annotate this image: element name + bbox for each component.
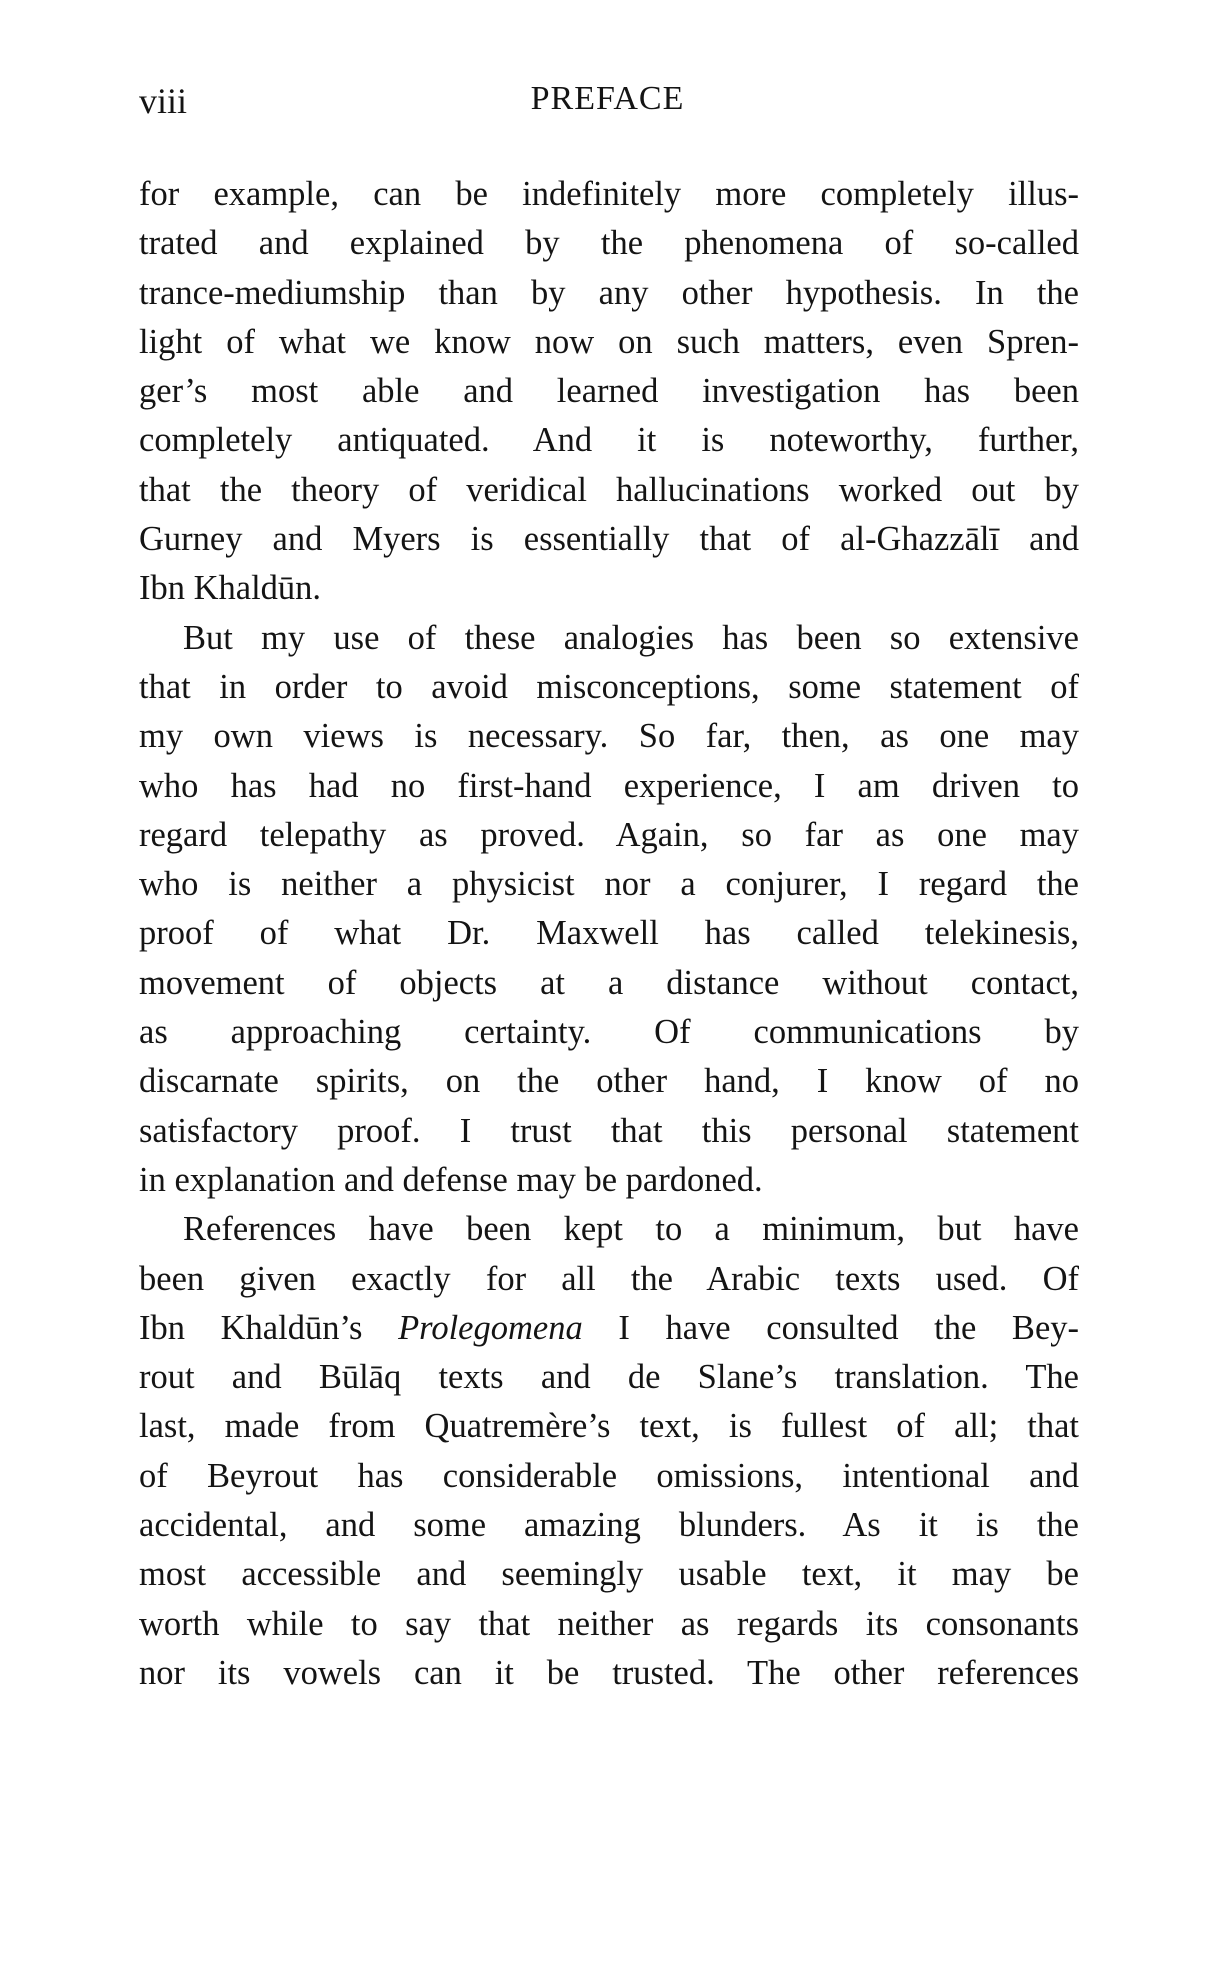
text-line	[139, 367, 1079, 416]
text-line	[139, 1452, 1079, 1501]
text-segment: trance-mediumship than by any other hypothesis. In the	[139, 273, 1079, 312]
text-line	[139, 1649, 1079, 1698]
text-segment: I have consulted the Bey-	[582, 1308, 1079, 1347]
text-line	[139, 170, 1079, 219]
text-segment: last, made from Quatremère’s text, is fullest of all; that	[139, 1407, 1079, 1446]
running-title-text: PREFACE	[530, 80, 685, 117]
text-segment: discarnate spirits, on the other hand, I know of no	[139, 1062, 1079, 1101]
text-segment: accidental, and some amazing blunders. As it is the	[139, 1506, 1079, 1545]
text-segment: who has had no first-hand experience, I am driven to	[139, 766, 1079, 805]
text-line	[139, 1156, 1079, 1205]
text-line	[139, 1304, 1079, 1353]
text-segment: proof of what Dr. Maxwell has called telekinesis,	[139, 914, 1079, 953]
text-segment: of Beyrout has considerable omissions, intentional and	[139, 1456, 1079, 1495]
text-line	[139, 762, 1079, 811]
text-segment: satisfactory proof. I trust that this personal statement	[139, 1111, 1079, 1150]
text-segment: regard telepathy as proved. Again, so far as one may	[139, 815, 1079, 854]
text-line	[139, 909, 1079, 958]
page-number: viii	[139, 81, 188, 121]
text-line	[139, 712, 1079, 761]
text-segment: rout and Būlāq texts and de Slane’s translation. The	[139, 1358, 1079, 1397]
text-segment: that the theory of veridical hallucinations worked out by	[139, 470, 1079, 509]
text-segment: light of what we know now on such matters, even Spren-	[139, 322, 1079, 361]
text-segment: nor its vowels can it be trusted. The other references	[139, 1653, 1079, 1692]
text-line	[139, 416, 1079, 465]
text-line	[139, 564, 1079, 613]
text-segment: movement of objects at a distance without contact,	[139, 963, 1079, 1002]
text-line	[139, 811, 1079, 860]
text-line	[139, 959, 1079, 1008]
text-segment: my own views is necessary. So far, then, as one may	[139, 717, 1079, 756]
text-line	[139, 1205, 1079, 1254]
running-title	[0, 80, 1211, 118]
text-segment: been given exactly for all the Arabic texts used. Of	[139, 1259, 1079, 1298]
text-line	[139, 1353, 1079, 1402]
text-segment: for example, can be indefinitely more completely illus-	[139, 175, 1079, 213]
text-line	[139, 1402, 1079, 1451]
text-line	[139, 1008, 1079, 1057]
italic-title: Prolegomena	[398, 1308, 583, 1347]
text-line	[139, 515, 1079, 564]
text-segment: worth while to say that neither as regards its consonants	[139, 1604, 1079, 1643]
text-line	[139, 614, 1079, 663]
text-segment: who is neither a physicist nor a conjurer, I regard the	[139, 865, 1079, 904]
text-segment: References have been kept to a minimum, but have	[183, 1210, 1079, 1249]
text-line	[139, 466, 1079, 515]
text-line	[139, 860, 1079, 909]
text-segment: Ibn Khaldūn’s	[139, 1308, 399, 1347]
text-segment: Gurney and Myers is essentially that of al-Ghazzālī and	[139, 520, 1079, 559]
text-line	[139, 1107, 1079, 1156]
text-segment: Ibn Khaldūn.	[139, 569, 322, 608]
text-line	[139, 219, 1079, 268]
text-line	[139, 1057, 1079, 1106]
text-line	[139, 1501, 1079, 1550]
text-segment: as approaching certainty. Of communications by	[139, 1013, 1079, 1052]
text-segment: that in order to avoid misconceptions, some statement of	[139, 667, 1079, 706]
text-line	[139, 1255, 1079, 1304]
text-segment: completely antiquated. And it is noteworthy, further,	[139, 421, 1079, 460]
text-line	[139, 318, 1079, 367]
text-segment: ger’s most able and learned investigation has been	[139, 372, 1079, 411]
text-line	[139, 269, 1079, 318]
text-segment: most accessible and seemingly usable text, it may be	[139, 1555, 1079, 1594]
text-line	[139, 663, 1079, 712]
text-segment: trated and explained by the phenomena of so-called	[139, 224, 1079, 263]
text-line	[139, 1600, 1079, 1649]
text-line	[139, 1550, 1079, 1599]
text-segment: in explanation and defense may be pardoned.	[139, 1160, 763, 1199]
page-body-text	[139, 170, 1079, 1698]
text-segment: But my use of these analogies has been so extensive	[183, 618, 1079, 657]
